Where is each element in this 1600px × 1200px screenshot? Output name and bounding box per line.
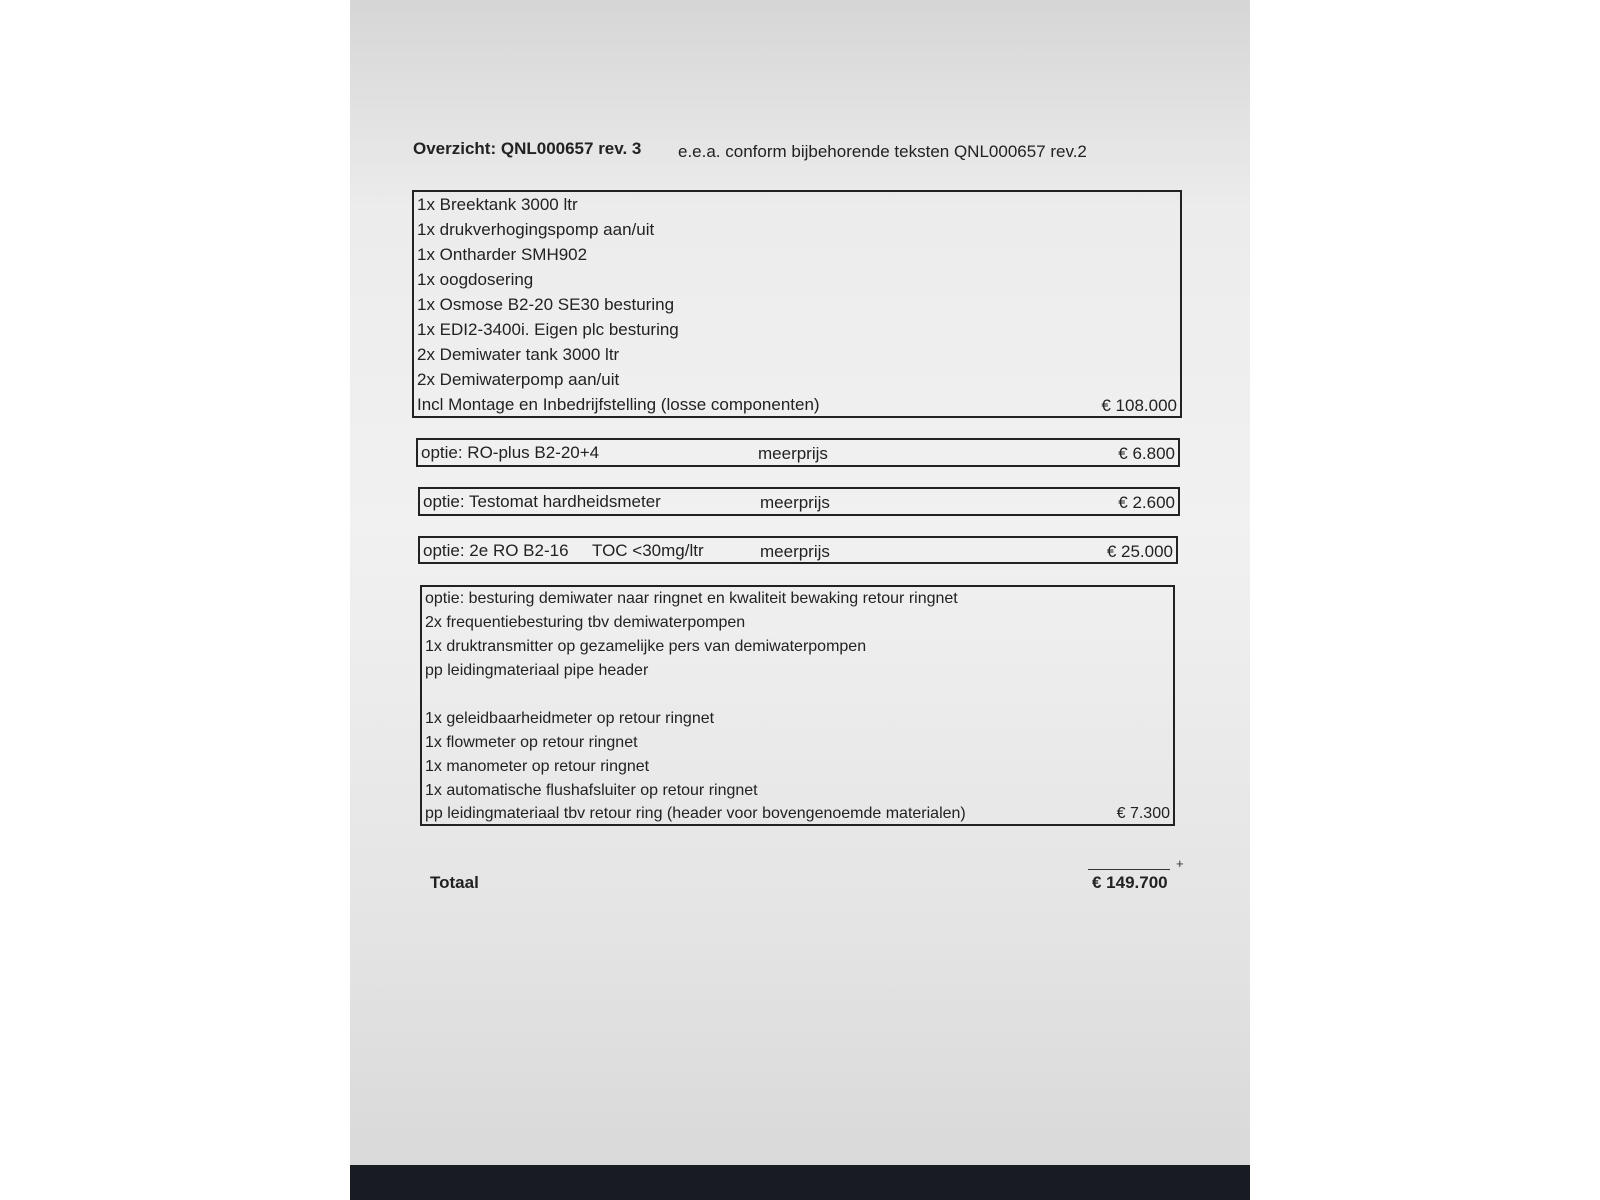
main-price: € 108.000 bbox=[1101, 396, 1177, 415]
plus-sign: + bbox=[1176, 856, 1184, 871]
ringnet-price: € 7.300 bbox=[1116, 805, 1170, 822]
ringnet-line: 1x druktransmitter op gezamelijke pers van demiwaterpompen bbox=[425, 638, 867, 655]
component-line: 1x oogdosering bbox=[417, 270, 534, 289]
ringnet-line: pp leidingmateriaal tbv retour ring (header voor bovengenoemde materialen) bbox=[425, 805, 966, 822]
surcharge-label: meerprijs bbox=[760, 493, 830, 512]
overview-title: Overzicht: QNL000657 rev. 3 bbox=[413, 139, 642, 158]
ringnet-line: 1x geleidbaarheidmeter op retour ringnet bbox=[425, 710, 715, 727]
ringnet-line: optie: besturing demiwater naar ringnet en kwaliteit bewaking retour ringnet bbox=[425, 590, 958, 607]
ringnet-line: pp leidingmateriaal pipe header bbox=[425, 662, 649, 679]
reference-note: e.e.a. conform bijbehorende teksten QNL000657 rev.2 bbox=[678, 142, 1087, 161]
ringnet-line: 2x frequentiebesturing tbv demiwaterpompen bbox=[425, 614, 746, 631]
option-row bbox=[418, 487, 1180, 516]
component-line: 1x Osmose B2-20 SE30 besturing bbox=[417, 295, 675, 314]
component-line: 2x Demiwaterpomp aan/uit bbox=[417, 370, 620, 389]
ringnet-line: 1x flowmeter op retour ringnet bbox=[425, 734, 638, 751]
screen-bottom-bar bbox=[350, 1165, 1250, 1200]
option-row bbox=[416, 438, 1180, 467]
surcharge-label: meerprijs bbox=[758, 444, 828, 463]
total-value: € 149.700 bbox=[1092, 873, 1168, 892]
component-line: 1x Ontharder SMH902 bbox=[417, 245, 588, 264]
component-line: 1x EDI2-3400i. Eigen plc besturing bbox=[417, 320, 679, 339]
ringnet-line: 1x manometer op retour ringnet bbox=[425, 758, 650, 775]
option-price: € 2.600 bbox=[1118, 493, 1175, 512]
surcharge-label: meerprijs bbox=[760, 542, 830, 561]
option-row bbox=[418, 536, 1178, 564]
option-price: € 6.800 bbox=[1118, 444, 1175, 463]
option-extra: TOC <30mg/ltr bbox=[592, 541, 704, 560]
option-label: optie: RO-plus B2-20+4 bbox=[421, 443, 600, 462]
total-label: Totaal bbox=[430, 873, 479, 892]
option-label: optie: 2e RO B2-16 bbox=[423, 541, 569, 560]
option-label: optie: Testomat hardheidsmeter bbox=[423, 492, 661, 511]
main-components-box bbox=[412, 190, 1182, 418]
ringnet-option-box bbox=[420, 585, 1175, 826]
component-line: 1x drukverhogingspomp aan/uit bbox=[417, 220, 655, 239]
component-line: 2x Demiwater tank 3000 ltr bbox=[417, 345, 620, 364]
option-price: € 25.000 bbox=[1106, 542, 1173, 561]
component-line: Incl Montage en Inbedrijfstelling (losse componenten) bbox=[417, 395, 820, 414]
component-line: 1x Breektank 3000 ltr bbox=[417, 195, 578, 214]
document-page bbox=[350, 0, 1250, 1165]
ringnet-line: 1x automatische flushafsluiter op retour ringnet bbox=[425, 782, 758, 799]
